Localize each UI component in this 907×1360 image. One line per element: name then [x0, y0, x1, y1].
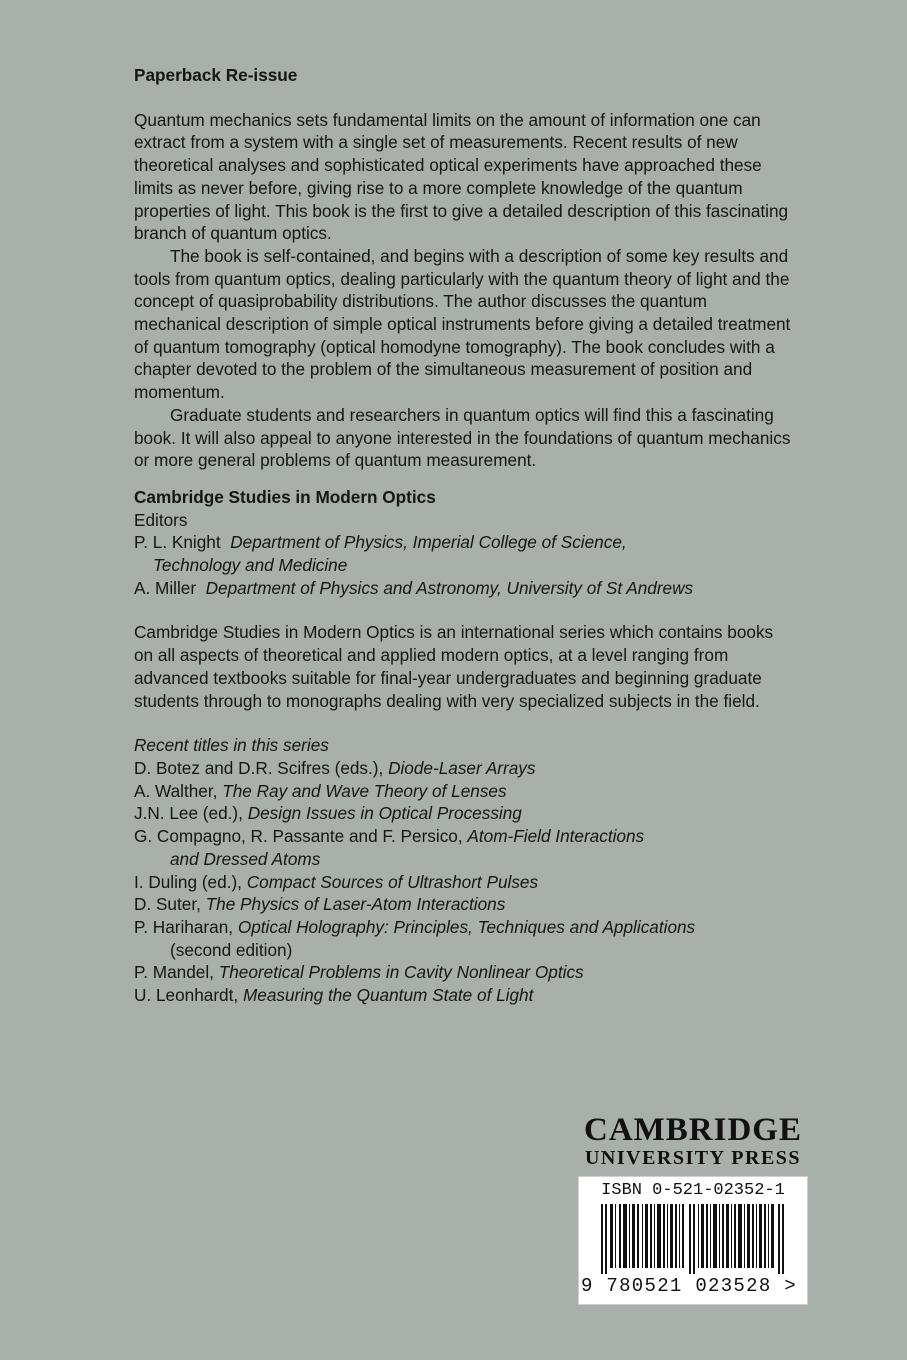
editor-name: P. L. Knight	[134, 532, 221, 553]
list-item: G. Compagno, R. Passante and F. Persico, Atom-Field Interactions	[134, 826, 645, 847]
series-title: Cambridge Studies in Modern Optics	[134, 486, 436, 507]
barcode-number: 9 780521 023528 >	[581, 1275, 797, 1297]
list-item: D. Botez and D.R. Scifres (eds.), Diode-Laser Arrays	[134, 757, 536, 778]
list-item-cont: (second edition)	[170, 939, 293, 960]
recent-titles-heading: Recent titles in this series	[134, 735, 329, 756]
list-item: I. Duling (ed.), Compact Sources of Ultrashort Pulses	[134, 871, 539, 892]
publisher-name: CAMBRIDGE	[583, 1112, 802, 1148]
editor-entry	[134, 577, 794, 600]
isbn-barcode-box	[578, 1176, 808, 1305]
list-item: U. Leonhardt, Measuring the Quantum State of Light	[134, 985, 534, 1006]
blurb-paragraph-1: Quantum mechanics sets fundamental limits on the amount of information one can extract from a system with a single set of measurements. Recent results of new theoretical analyses and sophisticated optical experiments have approached these limits as never before, giving rise to a more complete knowledge of the quantum properties of light. This book is the first to give a detailed description of this fascinating branch of quantum optics.	[134, 109, 789, 244]
editors-label: Editors	[134, 509, 188, 530]
list-item: P. Mandel, Theoretical Problems in Cavity Nonlinear Optics	[134, 962, 584, 983]
reissue-label: Paperback Re-issue	[134, 65, 298, 85]
series-description: Cambridge Studies in Modern Optics is an international series which contains books on all aspects of theoretical and applied modern optics, at a level ranging from advanced textbooks suitable for final-year undergraduates and beginning graduate students through to monographs dealing with very specialized subjects in the field.	[134, 622, 774, 711]
back-cover-text	[134, 64, 794, 1007]
list-item: A. Walther, The Ray and Wave Theory of Lenses	[134, 780, 507, 801]
isbn-label: ISBN 0-521-02352-1	[601, 1181, 785, 1200]
blurb-paragraph-3: Graduate students and researchers in quantum optics will find this a fascinating book. It will also appeal to anyone interested in the foundations of quantum mechanics or more general problems of quantum measurement.	[134, 404, 791, 471]
editor-entry	[134, 531, 794, 554]
barcode-icon	[601, 1204, 787, 1274]
editor-affiliation: Department of Physics and Astronomy, University of St Andrews	[205, 577, 694, 598]
list-item: J.N. Lee (ed.), Design Issues in Optical Processing	[134, 803, 522, 824]
recent-titles-list	[134, 757, 794, 1007]
editor-name: A. Miller	[134, 577, 197, 598]
list-item-cont: and Dressed Atoms	[170, 848, 321, 869]
publisher-logo	[577, 1112, 809, 1169]
list-item: P. Hariharan, Optical Holography: Principles, Techniques and Applications	[134, 916, 696, 937]
blurb	[134, 109, 794, 472]
list-item: D. Suter, The Physics of Laser-Atom Interactions	[134, 894, 506, 915]
publisher-subname: UNIVERSITY PRESS	[584, 1147, 802, 1169]
editor-affiliation: Department of Physics, Imperial College of Science,	[230, 532, 627, 553]
blurb-paragraph-2: The book is self-contained, and begins with a description of some key results and tools from quantum optics, dealing particularly with the quantum theory of light and the concept of quasiprobability distributions. The author discusses the quantum mechanical description of simple optical instruments before giving a detailed treatment of quantum tomography (optical homodyne tomography). The book concludes with a chapter devoted to the problem of the simultaneous measurement of position and momentum.	[134, 245, 791, 403]
editor-affiliation-cont: Technology and Medicine	[153, 555, 348, 576]
